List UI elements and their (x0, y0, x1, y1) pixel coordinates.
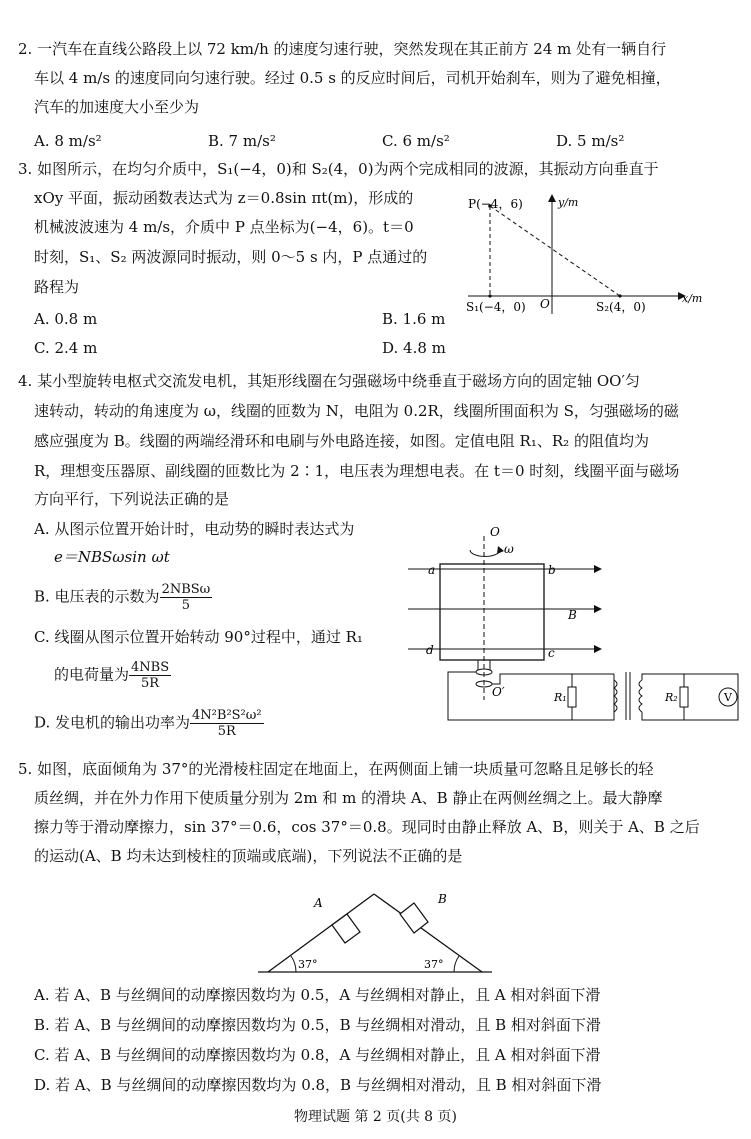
q2-option-b: B. 7 m/s² (208, 132, 276, 150)
q5-stem-line-1: 5. 如图，底面倾角为 37°的光滑棱柱固定在地面上，在两侧面上铺一块质量可忽略且足够长的轻 (18, 760, 654, 778)
q4-option-b-fraction (160, 582, 213, 613)
corner-c-label: c (548, 646, 555, 660)
axis-o-prime-label: O′ (492, 685, 505, 699)
voltmeter-label: V (724, 691, 732, 704)
origin-label: O (540, 297, 550, 311)
q3-stem-line-1: 3. 如图所示，在均匀介质中，S₁(−4，0)和 S₂(4，0)为两个完成相同的波源，其振动方向垂直于 (18, 160, 659, 178)
q2-stem-line-1: 2. 一汽车在直线公路段上以 72 km/h 的速度匀速行驶，突然发现在其正前方 24 m 处有一辆自行 (18, 40, 667, 58)
q3-option-b: B. 1.6 m (382, 310, 446, 328)
q3-stem-line-3: 机械波波速为 4 m/s，介质中 P 点坐标为(−4，6)。t＝0 (34, 218, 414, 236)
q4-option-b-text: B. 电压表的示数为 (34, 587, 160, 606)
s2-label: S₂(4，0) (596, 300, 646, 314)
q2-option-c: C. 6 m/s² (382, 132, 450, 150)
corner-d-label: d (426, 643, 434, 657)
q3-option-c: C. 2.4 m (34, 339, 98, 357)
fraction-numerator: 4N²B²S²ω² (192, 708, 262, 723)
q4-stem-line-3: 感应强度为 B。线圈的两端经滑环和电刷与外电路连接，如图。定值电阻 R₁、R₂ 的阻值均为 (34, 432, 649, 450)
q4-stem-line-1: 4. 某小型旋转电枢式交流发电机，其矩形线圈在匀强磁场中绕垂直于磁场方向的固定轴 OO′匀 (18, 372, 640, 390)
q4-stem-line-2: 速转动，转动的角速度为 ω，线圈的匝数为 N，电阻为 0.2R，线圈所围面积为 S，匀强磁场的磁 (34, 402, 679, 420)
q4-option-c-fraction (129, 660, 171, 691)
q4-option-c-text: 的电荷量为 (54, 665, 130, 684)
r1-label: R₁ (554, 691, 567, 704)
q4-option-d-text: D. 发电机的输出功率为 (34, 713, 191, 732)
q4-option-d-fraction (190, 708, 264, 739)
angle-left-label: 37° (298, 958, 318, 971)
q2-option-a: A. 8 m/s² (34, 132, 102, 150)
q3-option-d: D. 4.8 m (382, 339, 446, 357)
q4-option-a-formula: e＝NBSωsin ωt (54, 548, 170, 566)
fraction-denominator: 5R (141, 676, 160, 691)
page-footer: 物理试题 第 2 页(共 8 页) (294, 1109, 457, 1125)
q5-prism-figure (250, 876, 500, 976)
block-a-label: A (314, 896, 323, 910)
q4-generator-figure (408, 524, 744, 724)
s1-label: S₁(−4，0) (466, 300, 526, 314)
x-axis-label: x/m (682, 292, 703, 305)
q5-stem-line-3: 擦力等于滑动摩擦力，sin 37°＝0.6，cos 37°＝0.8。现同时由静止释放 A、B，则关于 A、B 之后 (34, 818, 700, 836)
corner-a-label: a (428, 563, 436, 577)
block-b-label: B (438, 892, 447, 906)
q4-option-d (34, 708, 264, 739)
q3-stem-line-5: 路程为 (34, 278, 80, 296)
p-point-label: P(−4，6) (468, 197, 523, 211)
q5-stem-line-2: 质丝绸，并在外力作用下使质量分别为 2m 和 m 的滑块 A、B 静止在两侧丝绸之上。最大静摩 (34, 789, 663, 807)
angle-right-label: 37° (424, 958, 444, 971)
q2-stem-line-3: 汽车的加速度大小至少为 (34, 98, 200, 116)
q4-stem-line-4: R，理想变压器原、副线圈的匝数比为 2∶1，电压表为理想电表。在 t＝0 时刻，线圈平面与磁场 (34, 462, 680, 480)
fraction-denominator: 5R (217, 724, 236, 739)
q3-stem-line-4: 时刻，S₁、S₂ 两波源同时振动，则 0～5 s 内，P 点通过的 (34, 248, 428, 266)
y-axis-label: y/m (558, 196, 579, 209)
q5-option-d: D. 若 A、B 与丝绸间的动摩擦因数均为 0.8，B 与丝绸相对滑动，且 B 相对斜面下滑 (34, 1076, 602, 1094)
q3-figure (460, 190, 710, 320)
q2-option-d: D. 5 m/s² (556, 132, 625, 150)
axis-o-label: O (490, 525, 500, 539)
field-b-label: B (568, 608, 577, 622)
r2-label: R₂ (665, 691, 678, 704)
q5-option-a: A. 若 A、B 与丝绸间的动摩擦因数均为 0.5，A 与丝绸相对静止，且 A 相对斜面下滑 (34, 986, 601, 1004)
q4-stem-line-5: 方向平行，下列说法正确的是 (34, 490, 230, 508)
q4-option-b (34, 582, 212, 613)
q5-option-c: C. 若 A、B 与丝绸间的动摩擦因数均为 0.8，A 与丝绸相对静止，且 A 相对斜面下滑 (34, 1046, 601, 1064)
q5-option-b: B. 若 A、B 与丝绸间的动摩擦因数均为 0.5，B 与丝绸相对滑动，且 B 相对斜面下滑 (34, 1016, 601, 1034)
q3-option-a: A. 0.8 m (34, 310, 98, 328)
q2-stem-line-2: 车以 4 m/s 的速度同向匀速行驶。经过 0.5 s 的反应时间后，司机开始刹车，则为了避免相撞， (34, 69, 671, 87)
q4-option-c-line-1: C. 线圈从图示位置开始转动 90°过程中，通过 R₁ (34, 628, 363, 646)
q4-option-a-line-1: A. 从图示位置开始计时，电动势的瞬时表达式为 (34, 520, 355, 538)
q4-option-c-line-2 (54, 660, 171, 691)
fraction-denominator: 5 (181, 598, 191, 613)
omega-label: ω (504, 542, 514, 556)
corner-b-label: b (548, 563, 556, 577)
q5-stem-line-4: 的运动(A、B 均未达到棱柱的顶端或底端)，下列说法不正确的是 (34, 847, 463, 865)
q3-stem-line-2: xOy 平面，振动函数表达式为 z＝0.8sin πt(m)，形成的 (34, 189, 414, 207)
fraction-numerator: 4NBS (131, 660, 170, 675)
fraction-numerator: 2NBSω (161, 582, 211, 597)
